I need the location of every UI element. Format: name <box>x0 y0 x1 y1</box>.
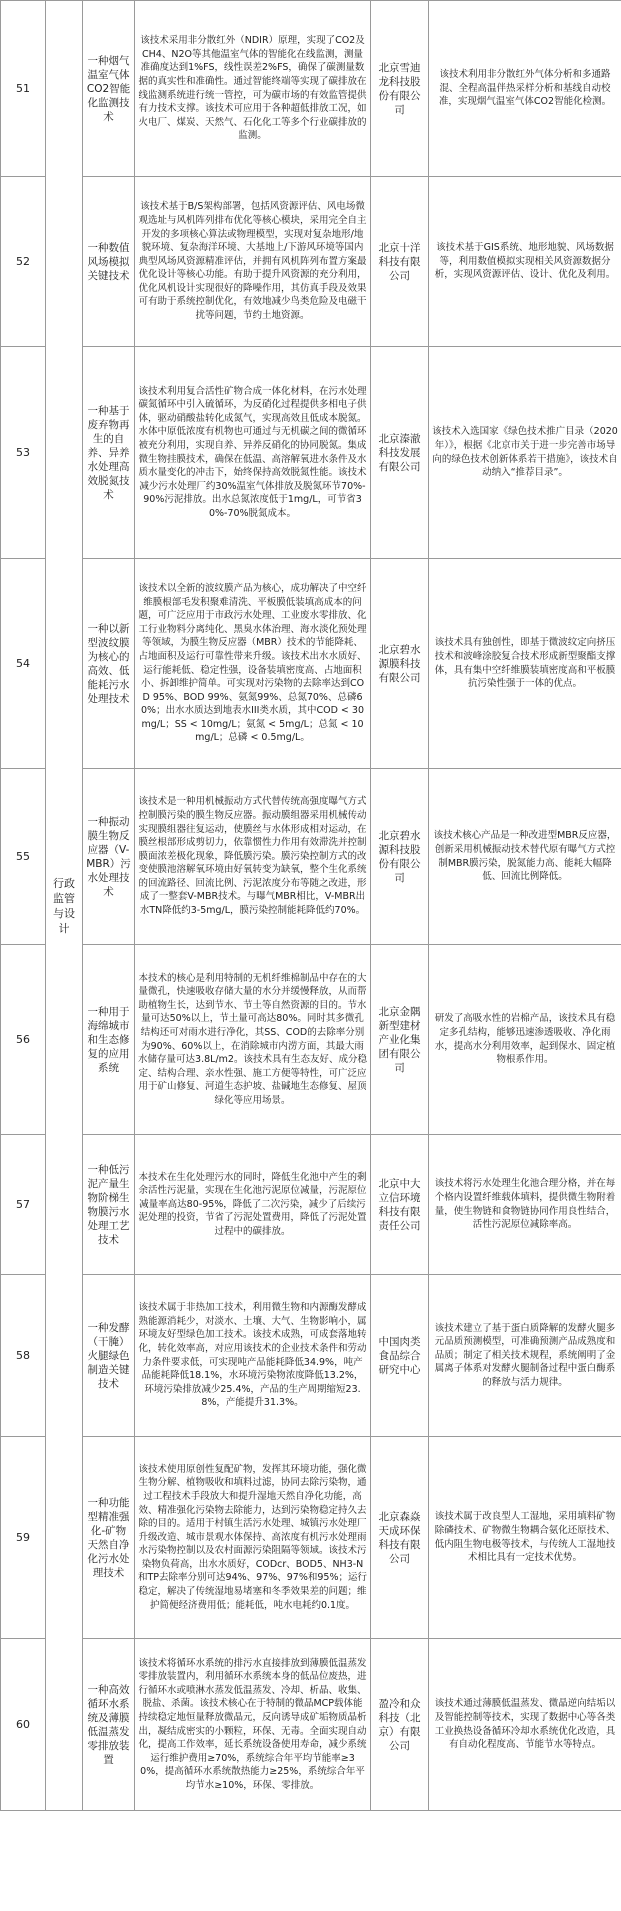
tech-name: 一种低污泥产量生物阶梯生物膜污水处理工艺技术 <box>83 1135 135 1275</box>
tech-advantage: 该技术入选国家《绿色技术推广目录（2020年）》，根据《北京市关于进一步完善市场导向的绿色技术创新体系若干措施》，该技术自动纳入“推荐目录”。 <box>429 347 621 559</box>
tech-description: 该技术使用原创性复配矿物，发挥其环境功能，强化微生物分解、植物吸收和填料过滤，协同去除污染物，通过工程技术手段放大和提升湿地天然自净化功能，高效、精准强化污染物去除能力，达到污染物稳定持久去除的目的。适用于村镇生活污水处理、城镇污水处理厂升级改造、城市景观水体保持、高浓度有机污水处理雨水污染物控制以及农村面源污染阻隔等领域。该技术污染物负荷高，出水水质好，CODcr、BOD5、NH3-N和TP去除率分别可达94%、97%、97%和95%；运行稳定，解决了传统湿地易堵塞和冬季效果差的问题；维护简便经济费用低；能耗低，吨水电耗约0.1度。 <box>135 1437 371 1639</box>
tech-description: 该技术以全新的波纹膜产品为核心，成功解决了中空纤维膜根部毛发积聚难清洗、平板膜低装填高成本的问题，可广泛应用于市政污水处理、工业废水零排放、化工行业物料分离纯化、黑臭水体治理、海水淡化预处理等领域，为膜生物反应器（MBR）技术的节能降耗、占地面积及运行可靠性带来升级。该技术出水水质好、运行能耗低、稳定性强，设备装填密度高、占地面积小、拆卸维护简单。可实现对污染物的去除率达到COD 95%、BOD 99%、氨氮99%、总氮70%、总磷60%；出水水质达到地表水III类水质，其中COD < 30 mg/L；SS < 10mg/L；氨氮 < 5mg/L；总氮 < 10 mg/L；总磷 < 0.5mg/L。 <box>135 559 371 769</box>
tech-advantage: 该技术属于改良型人工湿地，采用填料矿物除磷技术、矿物微生物耦合氨化还原技术、低内阻生物电极等技术，与传统人工湿地技术相比具有一定技术优势。 <box>429 1437 621 1639</box>
tech-name: 一种用于海绵城市和生态修复的应用系统 <box>83 945 135 1135</box>
tech-description: 该技术属于非热加工技术，利用微生物和内源酶发酵成熟能源消耗少，对淡水、土壤、大气、生物影响小，属环境友好型绿色加工技术。该技术成熟，可成套落地转化，转化效率高，对应用该技术的企业技术条件和劳动力条件要求低，可实现吨产品能耗降低34.9%，吨产品能耗降低18.1%，水环境污染物浓度降低13.2%，环境污染排放减少25.4%，产品的生产周期缩短23.8%，产能提升31.3%。 <box>135 1275 371 1437</box>
tech-advantage: 该技术将污水处理生化池合理分格，并在每个格内设置纤维载体填料，提供微生物附着量，使生物链和食物链协同作用良性结合，活性污泥原位减除率高。 <box>429 1135 621 1275</box>
row-number: 58 <box>1 1275 46 1437</box>
tech-advantage: 该技术具有独创性，即基于微波纹定向挤压技术和波峰涂胶复合技术形成新型聚酯支撑体，具有集中空纤维膜装填密度高和平板膜抗污染性强于一体的优点。 <box>429 559 621 769</box>
table-row <box>1 347 621 559</box>
tech-advantage: 该技术基于GIS系统、地形地貌、风场数据等，利用数值模拟实现相关风资源数据分析，实现风资源评估、设计、优化及利用。 <box>429 177 621 347</box>
row-number: 53 <box>1 347 46 559</box>
tech-name: 一种基于废弃物再生的自养、异养水处理高效脱氮技术 <box>83 347 135 559</box>
row-number: 57 <box>1 1135 46 1275</box>
tech-advantage: 该技术利用非分散红外气体分析和多通路混、全程高温伴热采样分析和基线自动校准，实现烟气温室气体CO2智能化检测。 <box>429 1 621 177</box>
row-number: 54 <box>1 559 46 769</box>
tech-description: 该技术是一种用机械振动方式代替传统高强度曝气方式控制膜污染的膜生物反应器。振动膜组器采用机械传动实现膜组器往复运动，使膜丝与水体形成相对运动，在膜丝根部形成剪切力，依靠惯性力作用有效滞洗并控制膜面浓差极化现象，降低膜污染。膜污染控制方式的改变使膜池溶解氧环境由好氧转变为缺氧，整个生化系统的回流路径、回流比例、污泥浓度分布等随之改进，形成了一整套V-MBR技术。与曝气MBR相比，V-MBR出水TN降低约3-5mg/L，膜污染控制能耗降低约70%。 <box>135 769 371 945</box>
tech-advantage: 该技术核心产品是一种改进型MBR反应器，创新采用机械振动技术替代原有曝气方式控制MBR膜污染，脱氮能力高、能耗大幅降低、回流比例降低。 <box>429 769 621 945</box>
tech-advantage: 研发了高吸水性的岩棉产品，该技术具有稳定多孔结构，能够迅速渗透吸收、净化雨水，提高水分利用效率，起到保水、固定植物根系作用。 <box>429 945 621 1135</box>
table-row <box>1 769 621 945</box>
tech-name: 一种烟气温室气体CO2智能化监测技术 <box>83 1 135 177</box>
tech-name: 一种以新型波纹膜为核心的高效、低能耗污水处理技术 <box>83 559 135 769</box>
table-row <box>1 1275 621 1437</box>
tech-name: 一种振动膜生物反应器（V-MBR）污水处理技术 <box>83 769 135 945</box>
row-number: 56 <box>1 945 46 1135</box>
row-number: 55 <box>1 769 46 945</box>
organization: 中国肉类食品综合研究中心 <box>371 1275 429 1437</box>
tech-description: 本技术的核心是利用特制的无机纤维棉制品中存在的大量微孔，快速吸收存储大量的水分并缓慢释放，从而帮助植物生长，达到节水、节土等自然资源的目的。节水量可达50%以上，节土量可高达80%。同时其多微孔结构还可对雨水进行净化，其SS、COD的去除率分别为90%、60%以上，在消除城市内涝方面，其最大雨水储存量可达3.8L/m2。该技术具有生态友好、成分稳定、结构合理、亲水性强、施工方便等特性，可广泛应用于矿山修复、河道生态护坡、盐碱地生态修复、屋顶绿化等应用场景。 <box>135 945 371 1135</box>
tech-name: 一种数值风场模拟关键技术 <box>83 177 135 347</box>
table-row <box>1 1 621 177</box>
organization: 北京碧水源膜科技有限公司 <box>371 559 429 769</box>
table-row <box>1 177 621 347</box>
organization: 北京十洋科技有限公司 <box>371 177 429 347</box>
tech-name: 一种发酵（干腌）火腿绿色制造关键技术 <box>83 1275 135 1437</box>
table-row <box>1 1437 621 1639</box>
organization: 北京中大立信环境科技有限责任公司 <box>371 1135 429 1275</box>
tech-description: 本技术在生化处理污水的同时，降低生化池中产生的剩余活性污泥量，实现在生化池污泥原位减量，污泥原位减量率高达80-95%，降低了二次污染，减少了后续污泥处理的投资，节省了污泥处置费用，降低了污泥处置过程中的碳排放。 <box>135 1135 371 1275</box>
table-row <box>1 1135 621 1275</box>
row-number: 59 <box>1 1437 46 1639</box>
table-row <box>1 1639 621 1811</box>
table-row <box>1 559 621 769</box>
tech-advantage: 该技术建立了基于蛋白质降解的发酵火腿多元品质预测模型，可准确预测产品成熟度和品质；制定了相关技术规程，系统阐明了金属离子体系对发酵火腿制备过程中蛋白酶系的释放与活力规律。 <box>429 1275 621 1437</box>
tech-name: 一种高效循环水系统及薄膜低温蒸发零排放装置 <box>83 1639 135 1811</box>
organization: 北京溱澈科技发展有限公司 <box>371 347 429 559</box>
tech-description: 该技术采用非分散红外（NDIR）原理，实现了CO2及CH4、N2O等其他温室气体的智能化在线监测，测量准确度达到1%FS，线性误差2%FS，确保了碳测量数据的真实性和准确性。通过智能终端等实现了碳排放在线监测系统进行统一管控，可为碳市场的有效监管提供有力技术支撑。该技术可应用于各种超低排放工况，如火电厂、煤炭、天然气、石化化工等多个行业碳排放的监测。 <box>135 1 371 177</box>
organization: 盈冷和众科技（北京）有限公司 <box>371 1639 429 1811</box>
tech-advantage: 该技术通过薄膜低温蒸发、微晶逆向结垢以及智能控制等技术，实现了数据中心等各类工业换热设备循环冷却水系统优化改造，具有自动化程度高、节能节水等特点。 <box>429 1639 621 1811</box>
tech-description: 该技术基于B/S架构部署，包括风资源评估、风电场微观选址与风机阵列排布优化等核心模块，采用完全自主开发的多项核心算法或物理模型，实现对复杂地形/地貌环境、复杂海洋环境、大基地上/下游风环境等国内典型风场风资源精准评估，并拥有风机阵列布置方案最优化设计等核心功能。有助于提升风资源的充分利用，优化风机设计实现很好的降噪作用，其仿真手段及效果可有助于系统控制优化，有效地减少鸟类危险及电磁干扰等问题，节约土地资源。 <box>135 177 371 347</box>
tech-description: 该技术利用复合活性矿物合成一体化材料，在污水处理碳氮循环中引入硫循环，为反硝化过程提供多相电子供体，驱动硝酸盐转化成氮气，实现高效且低成本脱氮。水体中原低浓度有机物也可通过与无机碳之间的微循环被充分利用，实现自养、异养反硝化的协同脱氮。集成微生物挂膜技术，确保在低温、高溶解氧进水条件及水质水量变化的冲击下，始终保持高效脱氮性能。该技术减少污水处理厂约30%温室气体排放及脱氮环节70%-90%污泥排放。出水总氮浓度低于1mg/L，可节省30%-70%脱氮成本。 <box>135 347 371 559</box>
row-number: 51 <box>1 1 46 177</box>
organization: 北京雪迪龙科技股份有限公司 <box>371 1 429 177</box>
organization: 北京碧水源科技股份有限公司 <box>371 769 429 945</box>
category-cell: 行政监管与设计 <box>46 1 83 1811</box>
tech-name: 一种功能型精准强化-矿物天然自净化污水处理技术 <box>83 1437 135 1639</box>
tech-description: 该技术将循环水系统的排污水直接排放到薄膜低温蒸发零排放装置内，利用循环水系统本身的低品位废热，进行循环水或喷淋水蒸发低温蒸发、冷却、析晶、收集、脱盐、杀菌。该技术核心在于特制的微晶MCP载体能持续稳定地恒量释放微晶元，反向诱导成矿垢物质晶析出，凝结成密实的小颗粒，环保、无毒。全面实现自动化，提高工作效率，延长系统设备使用寿命，减少系统运行维护费用≥70%，系统综合年平均节能率≥30%，提高循环水系统散热能力≥25%，系统综合年平均节水≥10%，环保、零排放。 <box>135 1639 371 1811</box>
organization: 北京金隅新型建材产业化集团有限公司 <box>371 945 429 1135</box>
row-number: 52 <box>1 177 46 347</box>
table-row <box>1 945 621 1135</box>
row-number: 60 <box>1 1639 46 1811</box>
organization: 北京森焱天成环保科技有限公司 <box>371 1437 429 1639</box>
